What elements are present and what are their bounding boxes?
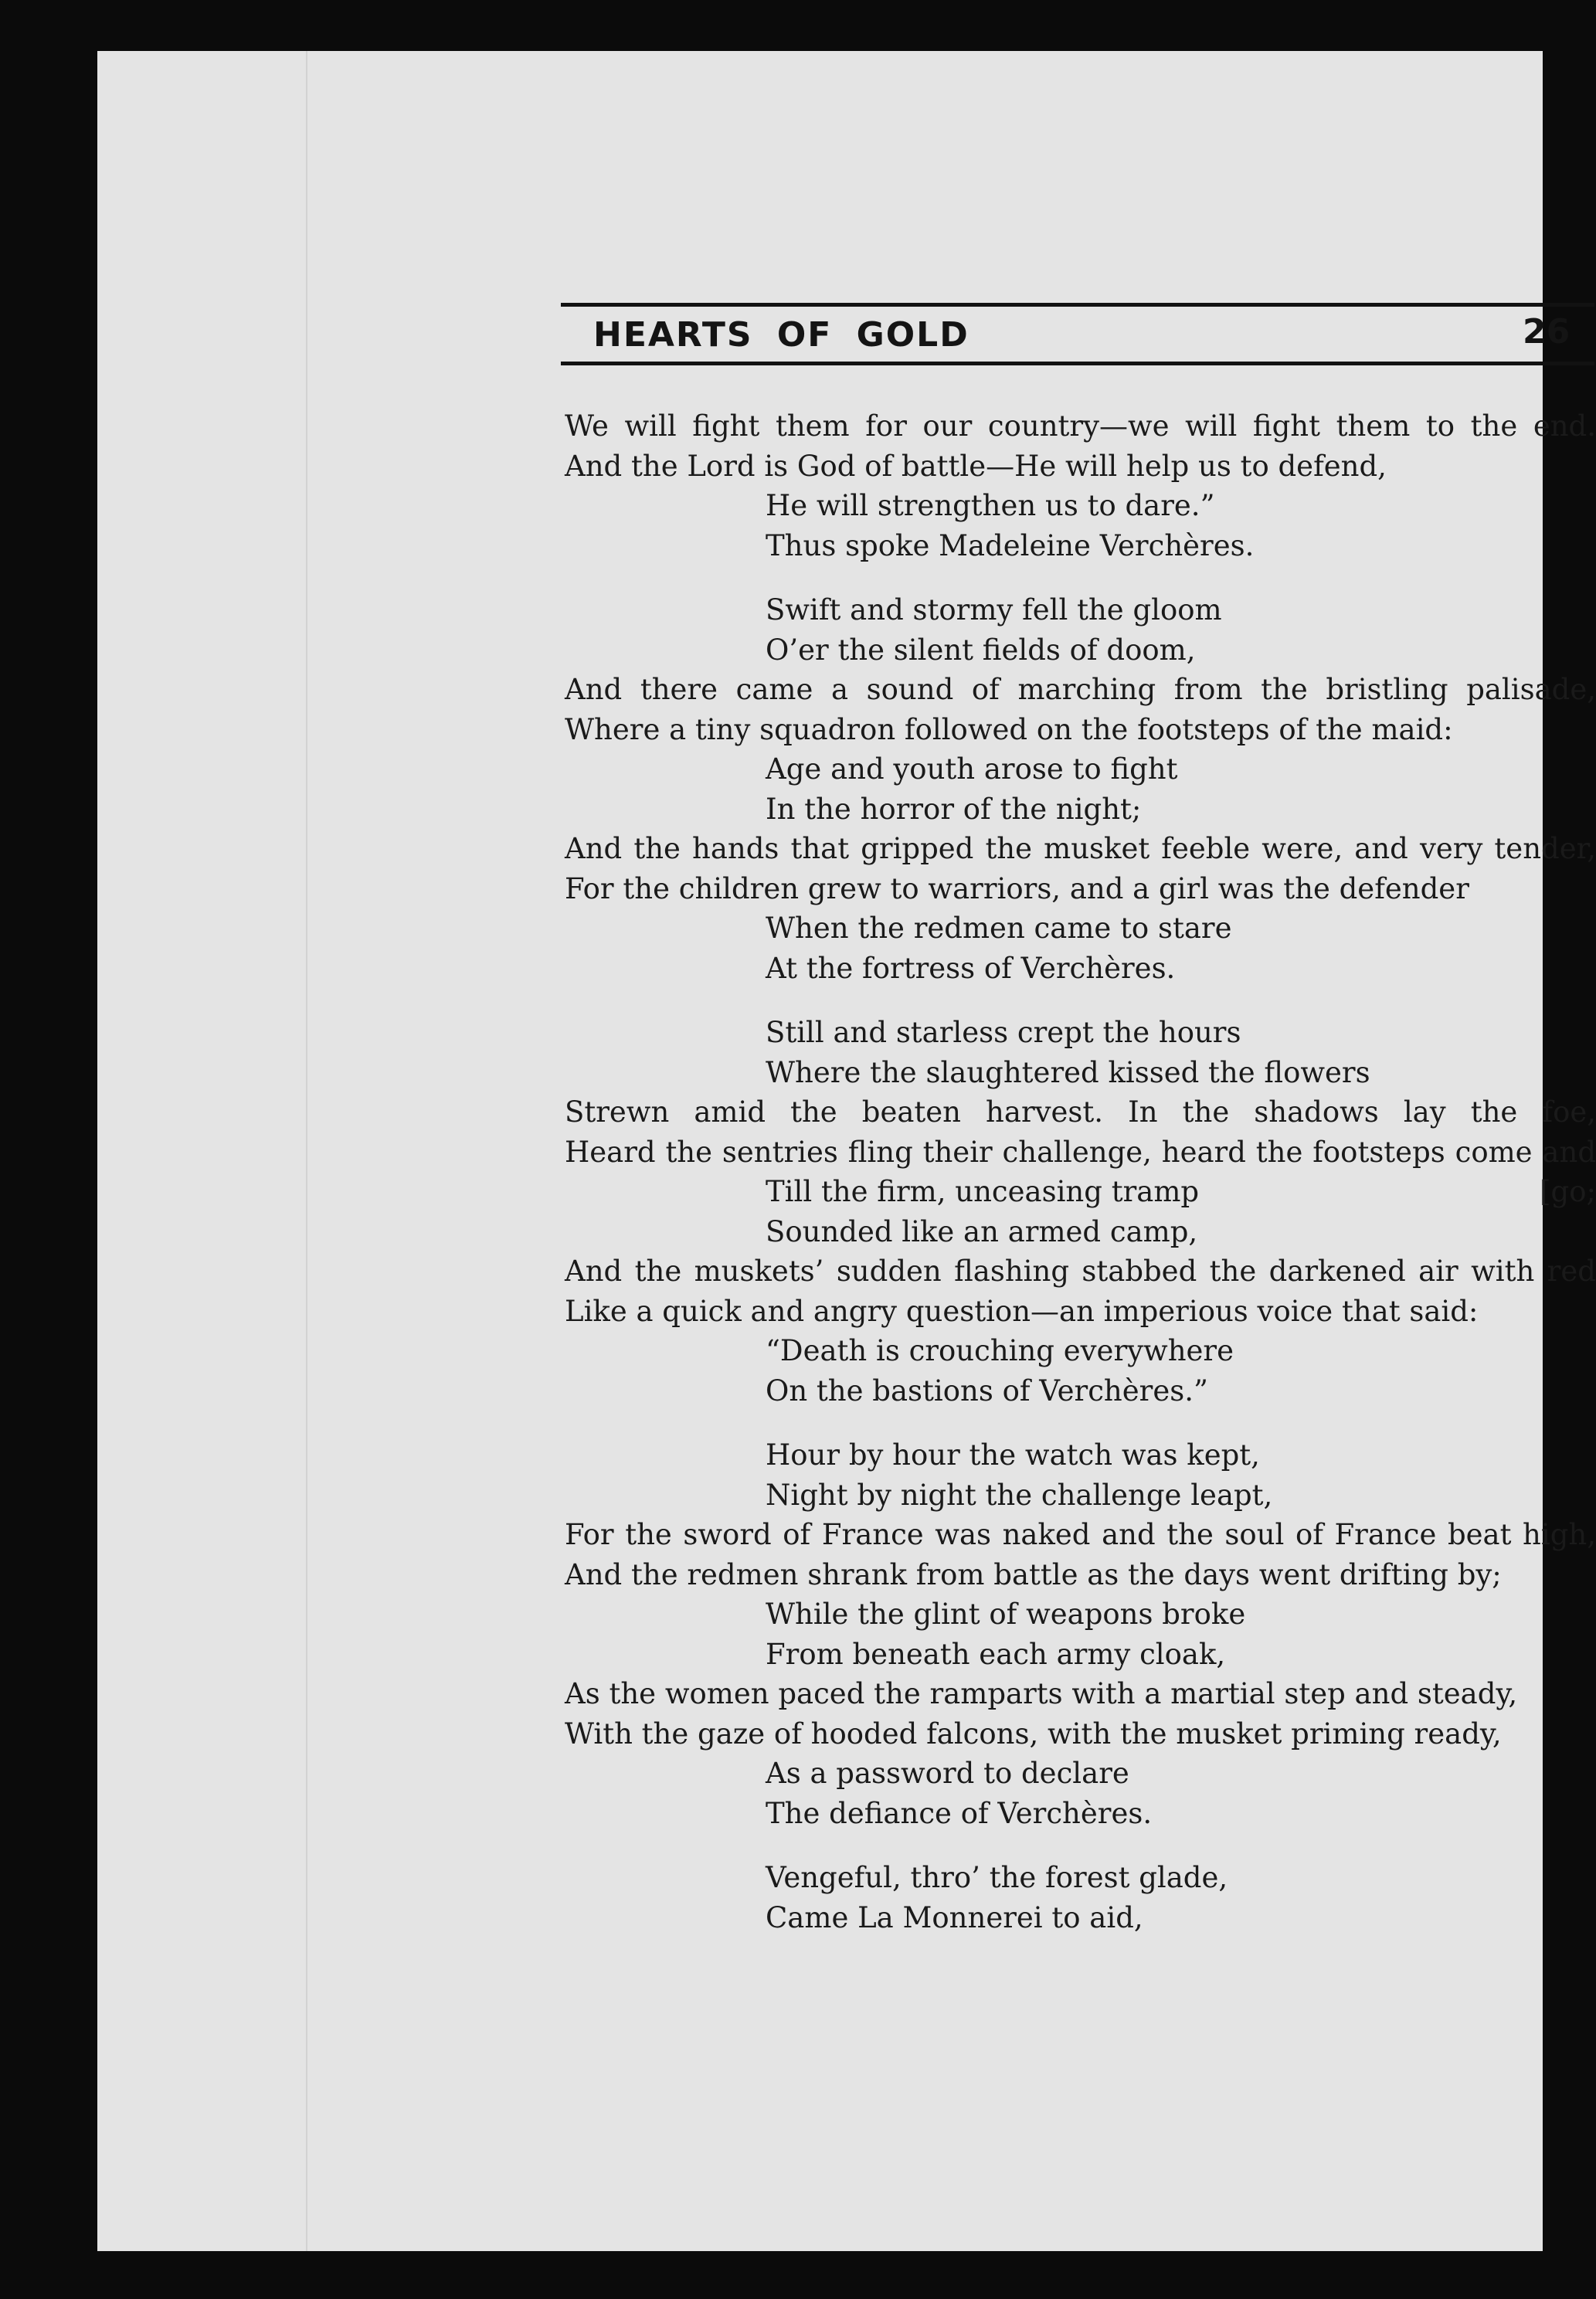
stanza-break <box>565 565 1596 590</box>
poem-line <box>565 486 1596 526</box>
stanza-break <box>565 1833 1596 1858</box>
poem-line-text: And the Lord is God of battle—He will help us to defend, <box>565 449 1387 483</box>
poem-line <box>565 1053 1596 1093</box>
poem-line <box>565 1555 1596 1595</box>
header-rule-top <box>561 303 1594 307</box>
poem-line <box>565 908 1596 949</box>
poem-line <box>565 1898 1596 1938</box>
poem-line <box>565 1013 1596 1053</box>
poem-line <box>565 406 1596 447</box>
poem-line <box>565 1754 1596 1794</box>
poem-line-text: And the muskets’ sudden flashing stabbed the darkened air with red <box>565 1255 1596 1288</box>
poem-line-text: We will fight them for our country—we will fight them to the end. <box>565 409 1596 443</box>
poem-line <box>565 1858 1596 1898</box>
poem-line <box>565 1251 1596 1292</box>
poem-line <box>565 1515 1596 1555</box>
poem-line <box>565 1435 1596 1476</box>
poem-line <box>565 1292 1596 1332</box>
poem-line <box>565 630 1596 671</box>
poem-line <box>565 790 1596 830</box>
poem-line <box>565 590 1596 630</box>
book-page <box>97 51 1596 2251</box>
page-number: 26 <box>1523 312 1571 351</box>
poem-line-text: Strewn amid the beaten harvest. In the shadows lay the foe, <box>565 1095 1596 1129</box>
header-rule-bottom <box>561 362 1594 365</box>
stanza-break <box>565 988 1596 1013</box>
poem-line <box>565 1371 1596 1411</box>
poem-line-text: For the sword of France was naked and the soul of France beat high, <box>565 1518 1596 1551</box>
poem-line-text: Where a tiny squadron followed on the footsteps of the maid: <box>565 712 1453 746</box>
poem-line-text: Came La Monnerei to aid, <box>766 1900 1143 1934</box>
page-fold-edge <box>306 51 307 2251</box>
poem-line-text: O’er the silent fields of doom, <box>766 633 1196 667</box>
poem-line <box>565 749 1596 790</box>
poem-line-text: Vengeful, thro’ the forest glade, <box>766 1861 1228 1894</box>
poem-line <box>565 1212 1596 1252</box>
poem-line-text: As the women paced the ramparts with a martial step and steady, <box>565 1677 1518 1710</box>
poem-line <box>565 1794 1596 1834</box>
poem-line-text: He will strengthen us to dare.” <box>766 489 1215 522</box>
poem-line <box>565 1331 1596 1371</box>
poem-line-text: On the bastions of Verchères.” <box>766 1374 1208 1408</box>
poem-line-text: In the horror of the night; <box>766 792 1142 826</box>
poem-line <box>565 1133 1596 1173</box>
poem-line <box>565 710 1596 750</box>
poem-line <box>565 1674 1596 1714</box>
poem-line-text: The defiance of Verchères. <box>766 1796 1153 1830</box>
poem-line <box>565 869 1596 909</box>
poem-line-text: For the children grew to warriors, and a girl was the defender <box>565 871 1469 905</box>
poem-line-carryover: [go; <box>1540 1175 1596 1208</box>
poem-line-text: Till the firm, unceasing tramp <box>766 1175 1200 1208</box>
poem-line-text: “Death is crouching everywhere <box>766 1334 1234 1367</box>
poem-line-text: And the redmen shrank from battle as the days went drifting by; <box>565 1557 1502 1591</box>
poem-line <box>565 949 1596 989</box>
poem-line <box>565 1476 1596 1516</box>
poem-line-text: Hour by hour the watch was kept, <box>766 1438 1260 1472</box>
poem-line <box>565 829 1596 869</box>
poem-line-text: Still and starless crept the hours <box>766 1016 1241 1049</box>
poem-line-text: Heard the sentries fling their challenge, heard the footsteps come and <box>565 1135 1596 1169</box>
poem-line-text: Thus spoke Madeleine Verchères. <box>766 528 1255 562</box>
poem-line-text: Age and youth arose to fight <box>766 752 1178 786</box>
poem-line-text: With the gaze of hooded falcons, with the musket priming ready, <box>565 1717 1502 1751</box>
poem-body <box>565 406 1596 1937</box>
poem-line-text: Sounded like an armed camp, <box>766 1214 1198 1248</box>
poem-line-text: At the fortress of Verchères. <box>766 951 1176 985</box>
poem-line-text: From beneath each army cloak, <box>766 1637 1226 1671</box>
poem-line <box>565 1635 1596 1675</box>
poem-line-text: And the hands that gripped the musket feeble were, and very tender, <box>565 832 1596 865</box>
poem-line <box>565 447 1596 487</box>
poem-line-text: While the glint of weapons broke <box>766 1598 1246 1631</box>
stanza-break <box>565 1411 1596 1435</box>
poem-line <box>565 1594 1596 1635</box>
poem-line-text: Swift and stormy fell the gloom <box>766 593 1222 627</box>
poem-line <box>565 1714 1596 1754</box>
poem-line-text: As a password to declare <box>766 1757 1129 1790</box>
poem-line-text: Like a quick and angry question—an imperious voice that said: <box>565 1294 1479 1328</box>
poem-line-text: Night by night the challenge leapt, <box>766 1478 1273 1512</box>
poem-line <box>565 1092 1596 1133</box>
poem-line-text: And there came a sound of marching from the bristling palisade, <box>565 673 1596 706</box>
poem-line-text: Where the slaughtered kissed the flowers <box>766 1055 1370 1089</box>
poem-line-text: When the redmen came to stare <box>766 912 1232 945</box>
running-title: HEARTS OF GOLD <box>593 315 969 355</box>
poem-line <box>565 1172 1596 1212</box>
poem-line <box>565 670 1596 710</box>
poem-line <box>565 526 1596 566</box>
